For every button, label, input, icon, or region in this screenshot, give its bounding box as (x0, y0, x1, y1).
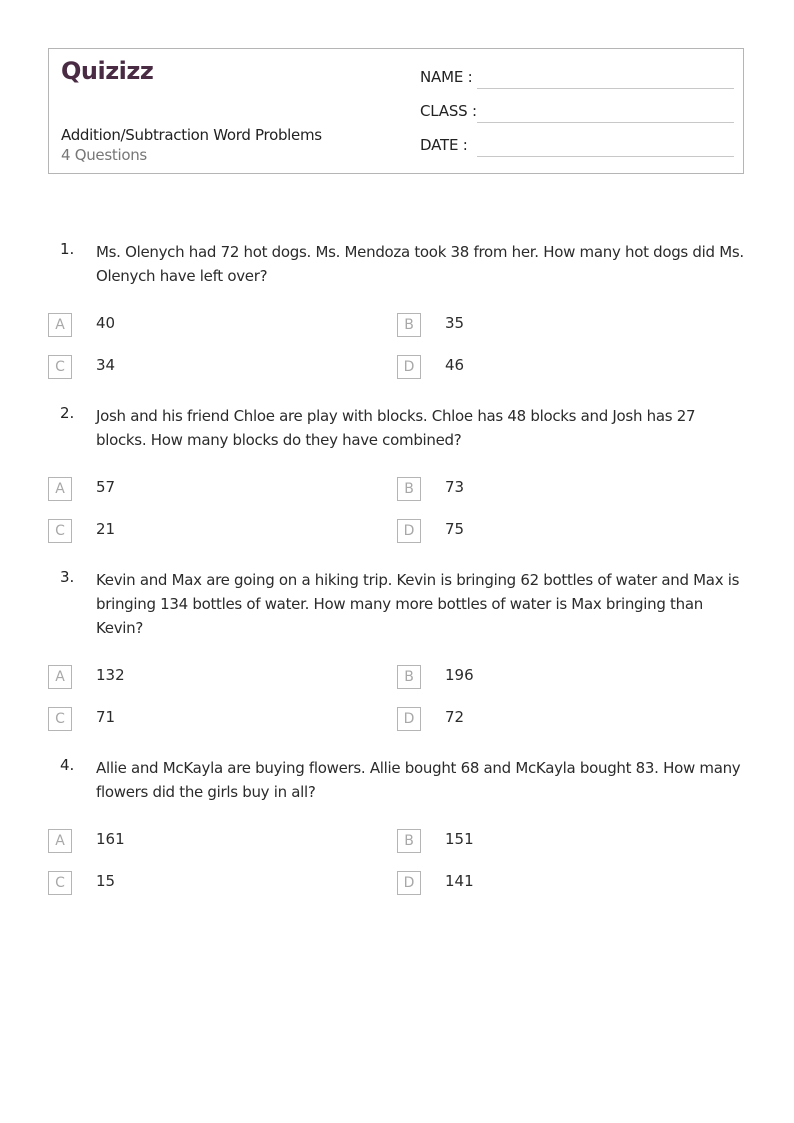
question-number: 1. (60, 240, 75, 258)
option-text: 21 (96, 520, 116, 538)
option-letter-box: D (397, 355, 421, 379)
option-text: 141 (445, 872, 474, 890)
option-letter-box: A (48, 665, 72, 689)
option-text: 57 (96, 478, 116, 496)
class-field (420, 102, 734, 124)
option-letter-box: B (397, 665, 421, 689)
option-text: 161 (96, 830, 125, 848)
option-letter-box: C (48, 355, 72, 379)
option-letter-box: A (48, 477, 72, 501)
option-text: 196 (445, 666, 474, 684)
name-line (477, 88, 734, 89)
option-letter-box: C (48, 871, 72, 895)
option-letter-box: B (397, 313, 421, 337)
question-number: 2. (60, 404, 75, 422)
option-letter-box: C (48, 519, 72, 543)
option-text: 75 (445, 520, 465, 538)
option-letter-box: A (48, 829, 72, 853)
option-text: 40 (96, 314, 116, 332)
option-text: 15 (96, 872, 116, 890)
class-line (477, 122, 734, 123)
name-field (420, 68, 734, 90)
option-letter-box: D (397, 707, 421, 731)
option-text: 34 (96, 356, 116, 374)
question-number: 4. (60, 756, 75, 774)
option-text: 72 (445, 708, 465, 726)
option-letter-box: A (48, 313, 72, 337)
option-letter-box: C (48, 707, 72, 731)
worksheet-header (48, 48, 744, 174)
name-label: NAME : (420, 68, 473, 86)
date-field (420, 136, 734, 158)
worksheet-title: Addition/Subtraction Word Problems (61, 126, 322, 144)
option-text: 73 (445, 478, 465, 496)
question-count: 4 Questions (61, 146, 147, 164)
question-text: Kevin and Max are going on a hiking trip. Kevin is bringing 62 bottles of water and Max is bringing 134 bottles of water. How many more bottles of water is Max bringing than Kevin? (96, 571, 740, 637)
date-line (477, 156, 734, 157)
option-letter-box: D (397, 519, 421, 543)
option-text: 71 (96, 708, 116, 726)
option-letter-box: B (397, 829, 421, 853)
option-text: 35 (445, 314, 465, 332)
option-text: 151 (445, 830, 474, 848)
option-letter-box: B (397, 477, 421, 501)
class-label: CLASS : (420, 102, 477, 120)
option-text: 46 (445, 356, 465, 374)
quizizz-logo: Quizizz (61, 57, 154, 85)
question-text: Allie and McKayla are buying flowers. Allie bought 68 and McKayla bought 83. How many flowers did the girls buy in all? (96, 759, 741, 801)
question-text: Josh and his friend Chloe are play with blocks. Chloe has 48 blocks and Josh has 27 blocks. How many blocks do they have combined? (96, 407, 696, 449)
option-letter-box: D (397, 871, 421, 895)
question-number: 3. (60, 568, 75, 586)
question-text: Ms. Olenych had 72 hot dogs. Ms. Mendoza took 38 from her. How many hot dogs did Ms. Olenych have left over? (96, 243, 744, 285)
option-text: 132 (96, 666, 125, 684)
date-label: DATE : (420, 136, 468, 154)
